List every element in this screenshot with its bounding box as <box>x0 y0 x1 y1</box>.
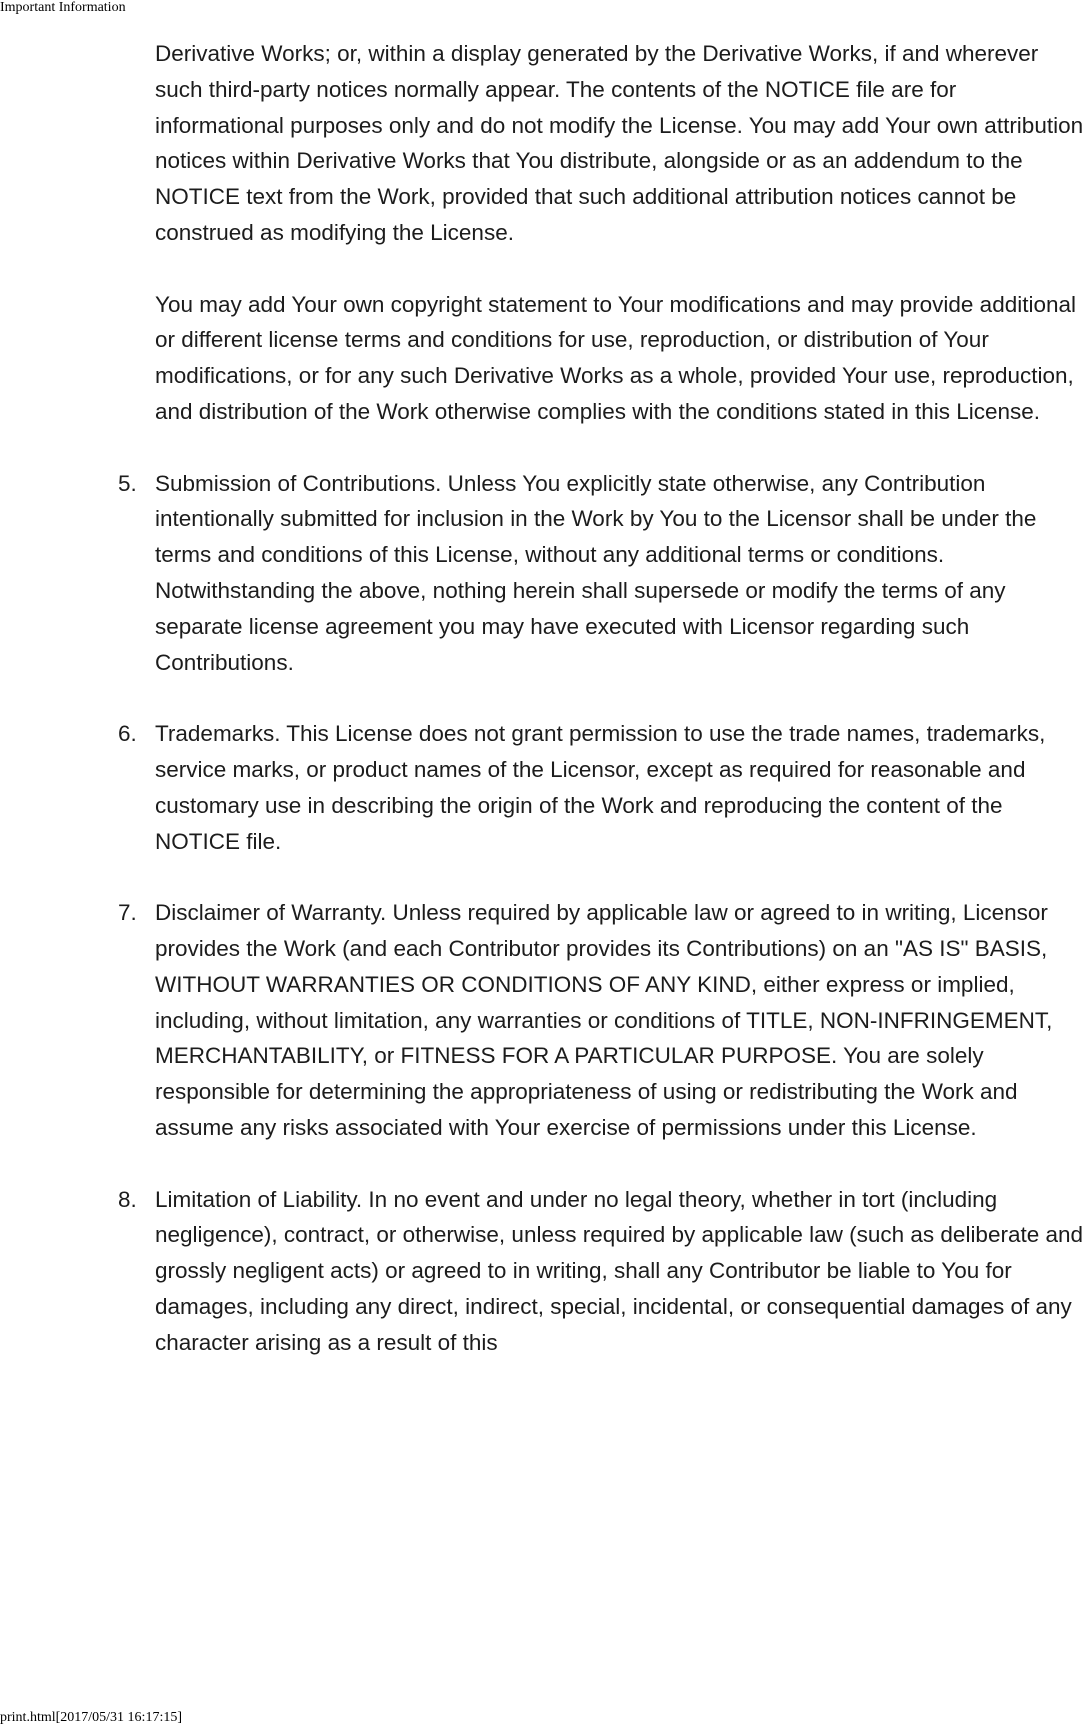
section-text: Trademarks. This License does not grant permission to use the trade names, trademarks, service marks, or product names of the Licensor, except as required for reasonable and customary use in describing the origin of the Work and reproducing the content of the NOTICE file. <box>155 721 1046 854</box>
license-section-8 <box>0 1182 1085 1361</box>
print-header-title: Important Information <box>0 0 126 15</box>
license-section-7 <box>0 895 1085 1146</box>
section-number: 7. <box>118 900 137 926</box>
section-number: 6. <box>118 721 137 747</box>
license-section-5 <box>0 466 1085 681</box>
continuation-paragraph: You may add Your own copyright statement to Your modifications and may provide additional or different license terms and conditions for use, reproduction, or distribution of Your modifications, or for any such Derivative Works as a whole, provided Your use, reproduction, and distribution of the Work otherwise complies with the conditions stated in this License. <box>155 291 1077 424</box>
section-text: Disclaimer of Warranty. Unless required by applicable law or agreed to in writing, Licensor provides the Work (and each Contributor provides its Contributions) on an "AS IS" BASIS, WITHOUT WARRANTIES OR CONDITIONS OF ANY KIND, either express or implied, including, without limitation, any warranties or conditions of TITLE, NON-INFRINGEMENT, MERCHANTABILITY, or FITNESS FOR A PARTICULAR PURPOSE. You are solely responsible for determining the appropriateness of using or redistributing the Work and assume any risks associated with Your exercise of permissions under this License. <box>155 900 1053 1140</box>
license-section-6 <box>0 716 1085 859</box>
print-footer-source: print.html[2017/05/31 16:17:15] <box>0 1710 182 1725</box>
continuation-paragraph: Derivative Works; or, within a display generated by the Derivative Works, if and wherever such third-party notices normally appear. The contents of the NOTICE file are for informational purposes only and do not modify the License. You may add Your own attribution notices within Derivative Works that You distribute, alongside or as an addendum to the NOTICE text from the Work, provided that such additional attribution notices cannot be construed as modifying the License. <box>155 41 1084 245</box>
section-number: 5. <box>118 470 137 496</box>
license-document-body <box>0 36 1091 1360</box>
section-text: Limitation of Liability. In no event and under no legal theory, whether in tort (including negligence), contract, or otherwise, unless required by applicable law (such as deliberate and grossly negligent acts) or agreed to in writing, shall any Contributor be liable to You for damages, including any direct, indirect, special, incidental, or consequential damages of any character arising as a result of this <box>155 1186 1084 1355</box>
section-number: 8. <box>118 1186 137 1212</box>
section-text: Submission of Contributions. Unless You explicitly state otherwise, any Contribution intentionally submitted for inclusion in the Work by You to the Licensor shall be under the terms and conditions of this License, without any additional terms or conditions. Notwithstanding the above, nothing herein shall supersede or modify the terms of any separate license agreement you may have executed with Licensor regarding such Contributions. <box>155 470 1037 675</box>
